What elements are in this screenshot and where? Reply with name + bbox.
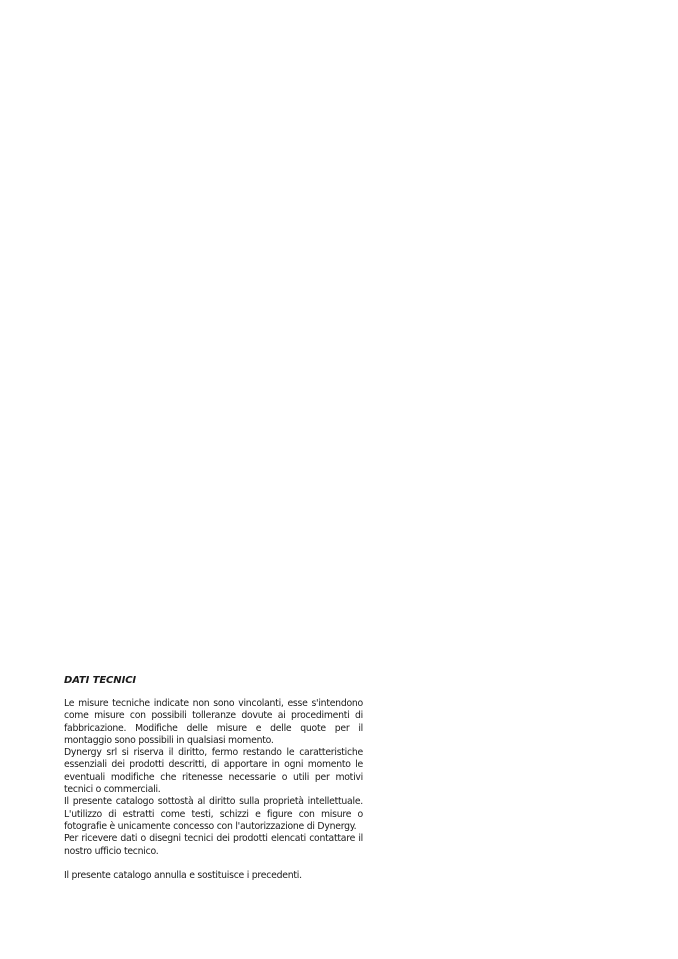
paragraph-modifications: Dynergy srl si riserva il diritto, fermo restando le caratteristiche essenziali dei prodotti descritti, di apportare in ogni momento le eventuali modifiche che ritenesse necessarie o utili per motivi tecnici o commerciali. [64, 747, 363, 796]
paragraph-contact: Per ricevere dati o disegni tecnici dei prodotti elencati contattare il nostro ufficio tecnico. [64, 833, 363, 857]
technical-data-section [64, 674, 363, 882]
paragraph-measurements: Le misure tecniche indicate non sono vincolanti, esse s'intendono come misure con possibili tolleranze dovute ai procedimenti di fabbricazione. Modifiche delle misure e delle quote per il montaggio sono possibili in qualsiasi momento. [64, 698, 363, 746]
paragraph-intellectual-property: Il presente catalogo sottostà al diritto sulla proprietà intellettuale. L'utilizzo di estratti come testi, schizzi e figure con misure o fotografie è unicamente concesso con l'autorizzazione di Dynergy. [64, 796, 363, 832]
section-heading: DATI TECNICI [64, 675, 137, 686]
paragraph-closing: Il presente catalogo annulla e sostituisce i precedenti. [64, 870, 302, 882]
paragraph-spacer [64, 858, 363, 870]
